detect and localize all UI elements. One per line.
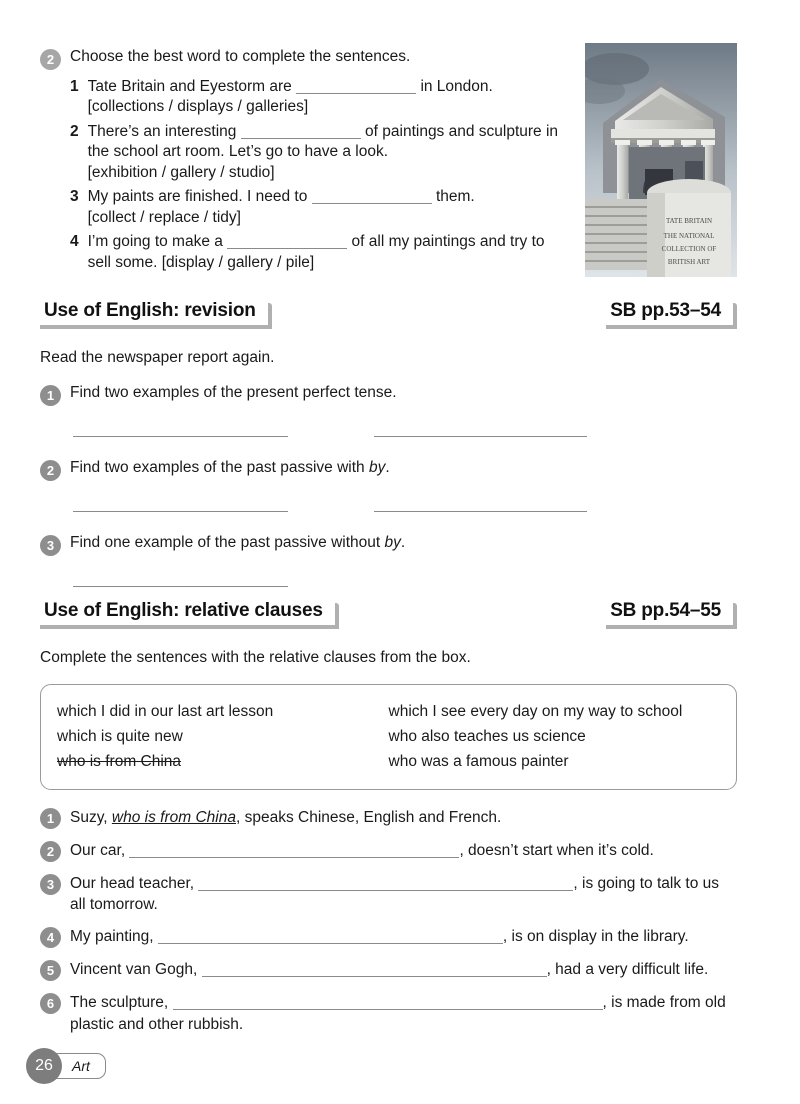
- answer-lines-row: [73, 499, 737, 517]
- unit-label: Art: [49, 1053, 106, 1079]
- answer-lines-row: [73, 424, 737, 442]
- question-text-italic: by: [368, 459, 386, 476]
- item-options: [display / gallery / pile]: [161, 253, 315, 271]
- list-item: [40, 926, 737, 948]
- item-text: [70, 873, 737, 915]
- fill-in-blank[interactable]: [158, 930, 503, 944]
- exercise-2-items: [70, 77, 560, 273]
- section-title: Use of English: relative clauses: [40, 600, 339, 629]
- question-text: [70, 534, 405, 556]
- word-bank-item[interactable]: which I did in our last art lesson: [57, 703, 274, 720]
- section-use-of-english-revision: [40, 300, 737, 592]
- item-text-before: My paints are finished. I need to: [87, 188, 308, 206]
- item-number: 1: [70, 78, 79, 95]
- item-text-before: Tate Britain and Eyestorm are: [87, 78, 292, 95]
- word-bank-item[interactable]: which is quite new: [57, 728, 183, 746]
- word-bank-box: [40, 684, 737, 790]
- item-options: [exhibition / gallery / studio]: [87, 163, 275, 181]
- item-text: [88, 77, 493, 118]
- list-item: [70, 232, 560, 273]
- item-text-before: I’m going to make a: [87, 233, 223, 251]
- photo-illustration: [585, 43, 737, 277]
- question-text-after: .: [385, 459, 390, 476]
- tate-britain-photo: [585, 43, 737, 277]
- item-text: [88, 122, 560, 183]
- item-text-before: The sculpture,: [70, 994, 173, 1012]
- question-text-before: Find one example of the past passive without: [70, 534, 385, 551]
- item-text-before: Our car,: [70, 842, 130, 860]
- question-row: [40, 534, 737, 556]
- item-text-after: , doesn’t start when it’s cold.: [459, 842, 654, 860]
- question-text-before: Find two examples of the past passive with: [70, 459, 369, 476]
- page-footer: [26, 1048, 106, 1084]
- item-text: [88, 187, 475, 228]
- item-text-after: of paintings and sculpture in the school art room. Let’s go to have a look.: [87, 122, 559, 161]
- item-options: [collect / replace / tidy]: [87, 208, 241, 226]
- word-bank-column-2: [389, 699, 721, 774]
- item-text-after: , is made from old plastic and other rubbish.: [70, 994, 726, 1033]
- answer-line[interactable]: [374, 510, 587, 512]
- item-text-before: My painting,: [70, 928, 158, 946]
- list-item: [70, 122, 560, 183]
- item-number-badge: 1: [40, 808, 61, 829]
- answer-line[interactable]: [374, 435, 587, 437]
- exercise-2-block: [40, 48, 560, 277]
- item-text-before: Suzy,: [70, 809, 112, 827]
- item-text-after: , is going to talk to us all tomorrow.: [70, 875, 719, 914]
- item-options: [collections / displays / galleries]: [87, 98, 309, 116]
- list-item: [70, 187, 560, 228]
- fill-in-blank[interactable]: [202, 963, 547, 977]
- question-text: Find two examples of the present perfect tense.: [70, 384, 397, 401]
- list-item: [70, 77, 560, 118]
- exercise-2-instruction: Choose the best word to complete the sentences.: [70, 48, 411, 65]
- item-text: [70, 840, 654, 862]
- answer-lines-row: [73, 574, 737, 592]
- word-bank-item[interactable]: who also teaches us science: [388, 728, 586, 746]
- list-item: [40, 807, 737, 829]
- item-text: [70, 926, 689, 948]
- item-number: 4: [70, 233, 79, 251]
- question-number-badge: 1: [40, 385, 61, 406]
- word-bank-item[interactable]: which I see every day on my way to school: [388, 703, 683, 720]
- item-text-after: , is on display in the library.: [502, 928, 689, 946]
- question-text-italic: by: [384, 534, 401, 551]
- fill-in-blank[interactable]: [241, 125, 361, 139]
- item-number-badge: 5: [40, 960, 61, 981]
- section-instruction: Complete the sentences with the relative clauses from the box.: [40, 649, 471, 666]
- section-use-of-english-relative-clauses: [40, 600, 737, 1046]
- item-number-badge: 3: [40, 874, 61, 895]
- item-text-before: Vincent van Gogh,: [70, 961, 202, 979]
- plinth-line-1: TATE BRITAIN: [665, 217, 713, 225]
- item-text-after: of all my paintings and try to sell some.: [87, 233, 545, 271]
- question-number-badge: 3: [40, 535, 61, 556]
- fill-in-blank[interactable]: [312, 190, 432, 204]
- page-number: 26: [26, 1048, 62, 1084]
- item-number: 3: [70, 188, 79, 206]
- word-bank-item-used[interactable]: who is from China: [57, 753, 182, 771]
- item-text-after: , speaks Chinese, English and French.: [235, 809, 502, 827]
- item-number-badge: 4: [40, 927, 61, 948]
- list-item: [40, 840, 737, 862]
- item-text-before: There’s an interesting: [87, 122, 237, 140]
- question-number-badge: 2: [40, 460, 61, 481]
- sb-reference: SB pp.53–54: [606, 300, 737, 329]
- list-item: [40, 959, 737, 981]
- section-instruction: Read the newspaper report again.: [40, 349, 275, 366]
- item-text: [70, 959, 708, 981]
- item-text: [70, 992, 737, 1034]
- plinth-line-3: COLLECTION OF: [661, 245, 717, 253]
- item-text-after: them.: [435, 188, 475, 206]
- item-text: [70, 807, 501, 829]
- sb-reference: SB pp.54–55: [606, 600, 737, 629]
- fill-in-blank[interactable]: [296, 80, 416, 94]
- item-text-before: Our head teacher,: [70, 875, 199, 893]
- item-text: [88, 232, 560, 273]
- fill-in-blank[interactable]: [129, 844, 459, 858]
- answer-line[interactable]: [73, 510, 288, 512]
- answer-line[interactable]: [73, 585, 288, 587]
- question-row: [40, 384, 737, 406]
- plinth-line-2: THE NATIONAL: [663, 232, 715, 240]
- exercise-2-heading: [40, 48, 560, 70]
- item-number: 2: [70, 122, 79, 140]
- section-header: [40, 600, 737, 629]
- answer-line[interactable]: [73, 435, 288, 437]
- word-bank-item[interactable]: who was a famous painter: [388, 753, 569, 771]
- item-number-badge: 6: [40, 993, 61, 1014]
- item-text-after: in London.: [420, 78, 493, 95]
- plinth-line-4: BRITISH ART: [667, 258, 711, 266]
- item-text-after: , had a very difficult life.: [546, 961, 709, 979]
- fill-in-blank[interactable]: [198, 877, 573, 891]
- section-title: Use of English: revision: [40, 300, 272, 329]
- question-text-after: .: [400, 534, 406, 551]
- list-item: [40, 873, 737, 915]
- question-text: [70, 459, 390, 481]
- item-number-badge: 2: [40, 841, 61, 862]
- question-row: [40, 459, 737, 481]
- list-item: [40, 992, 737, 1034]
- exercise-number-badge: 2: [40, 49, 61, 70]
- example-answer: who is from China: [111, 809, 236, 827]
- relative-clause-items: [40, 807, 737, 1034]
- fill-in-blank[interactable]: [173, 996, 603, 1010]
- fill-in-blank[interactable]: [227, 235, 347, 249]
- word-bank-column-1: [57, 699, 389, 774]
- section-header: [40, 300, 737, 329]
